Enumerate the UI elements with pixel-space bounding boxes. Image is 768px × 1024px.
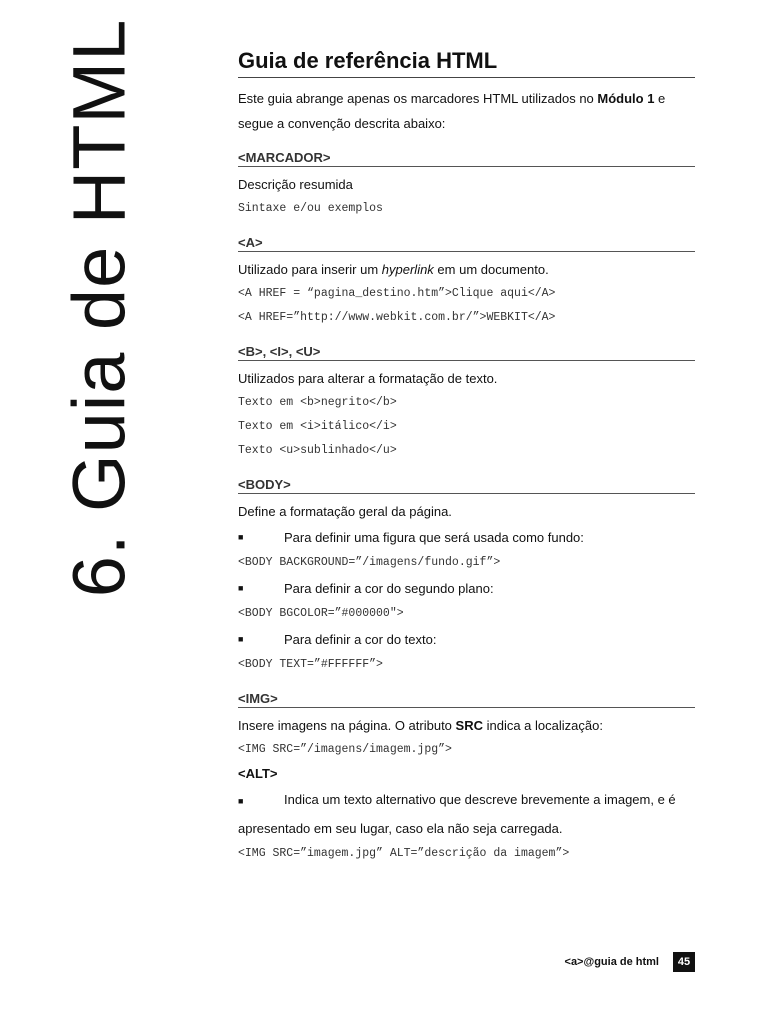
section-heading-biu: <B>, <I>, <U> xyxy=(238,344,695,361)
body-bullet-2 xyxy=(238,575,695,602)
page-footer xyxy=(565,952,695,972)
body-code-2: <BODY BGCOLOR=”#000000"> xyxy=(238,607,404,620)
img-code-1: <IMG SRC=”/imagens/imagem.jpg”> xyxy=(238,743,452,756)
marcador-code: Sintaxe e/ou exemplos xyxy=(238,202,383,215)
img-desc-pre: Insere imagens na página. O atributo xyxy=(238,718,456,733)
intro-text-2: e segue a convenção descrita abaixo: xyxy=(238,91,666,131)
footer-text: <a>@guia de html xyxy=(564,956,659,968)
body-bullet-2-text: Para definir a cor do segundo plano: xyxy=(284,581,494,596)
bullet-icon: ■ xyxy=(238,583,244,593)
a-description xyxy=(238,258,695,282)
page-title: Guia de referência HTML xyxy=(238,48,695,78)
page-number: 45 xyxy=(673,952,695,972)
bullet-icon: ■ xyxy=(238,634,244,644)
biu-code-2: Texto em <i>itálico</i> xyxy=(238,420,397,433)
biu-code-1: Texto em <b>negrito</b> xyxy=(238,396,397,409)
body-description: Define a formatação geral da página. xyxy=(238,504,452,519)
biu-code-3: Texto <u>sublinhado</u> xyxy=(238,444,397,457)
alt-bullet-text: Indica um texto alternativo que descreve brevemente a imagem, e é apresentado em seu lugar, caso ela não seja carregada. xyxy=(238,792,676,836)
alt-bullet xyxy=(238,786,695,842)
img-desc-bold: SRC xyxy=(455,718,483,733)
section-heading-body: <BODY> xyxy=(238,477,695,494)
body-bullet-1-text: Para definir uma figura que será usada como fundo: xyxy=(284,530,584,545)
body-code-1: <BODY BACKGROUND=”/imagens/fundo.gif”> xyxy=(238,556,501,569)
body-code-3: <BODY TEXT=”#FFFFFF”> xyxy=(238,658,383,671)
a-code-1: <A HREF = “pagina_destino.htm”>Clique aqui</A> xyxy=(238,287,556,300)
section-heading-a: <A> xyxy=(238,235,695,252)
a-desc-em: hyperlink xyxy=(381,262,434,277)
chapter-title-text: 6. Guia de HTML xyxy=(57,18,141,598)
intro-bold: Módulo 1 xyxy=(597,91,655,106)
a-desc-post: em um documento. xyxy=(433,262,549,277)
body-bullet-3-text: Para definir a cor do texto: xyxy=(284,632,437,647)
chapter-side-title xyxy=(54,18,144,598)
a-code-2: <A HREF=”http://www.webkit.com.br/”>WEBKIT</A> xyxy=(238,311,556,324)
body-bullet-1 xyxy=(238,524,695,551)
img-description xyxy=(238,714,695,738)
marcador-description: Descrição resumida xyxy=(238,177,353,192)
body-bullet-3 xyxy=(238,626,695,653)
bullet-icon: ■ xyxy=(238,796,244,806)
section-heading-marcador: <MARCADOR> xyxy=(238,150,695,167)
img-desc-post: indica a localização: xyxy=(482,718,603,733)
biu-description: Utilizados para alterar a formatação de texto. xyxy=(238,371,498,386)
main-content xyxy=(238,48,695,866)
intro-text-1: Este guia abrange apenas os marcadores HTML utilizados no xyxy=(238,91,598,106)
section-heading-img: <IMG> xyxy=(238,691,695,708)
alt-subheading: <ALT> xyxy=(238,766,278,781)
a-desc-pre: Utilizado para inserir um xyxy=(238,262,382,277)
img-code-2: <IMG SRC=”imagem.jpg” ALT=”descrição da imagem”> xyxy=(238,847,570,860)
bullet-icon: ■ xyxy=(238,532,244,542)
intro-paragraph xyxy=(238,86,695,136)
